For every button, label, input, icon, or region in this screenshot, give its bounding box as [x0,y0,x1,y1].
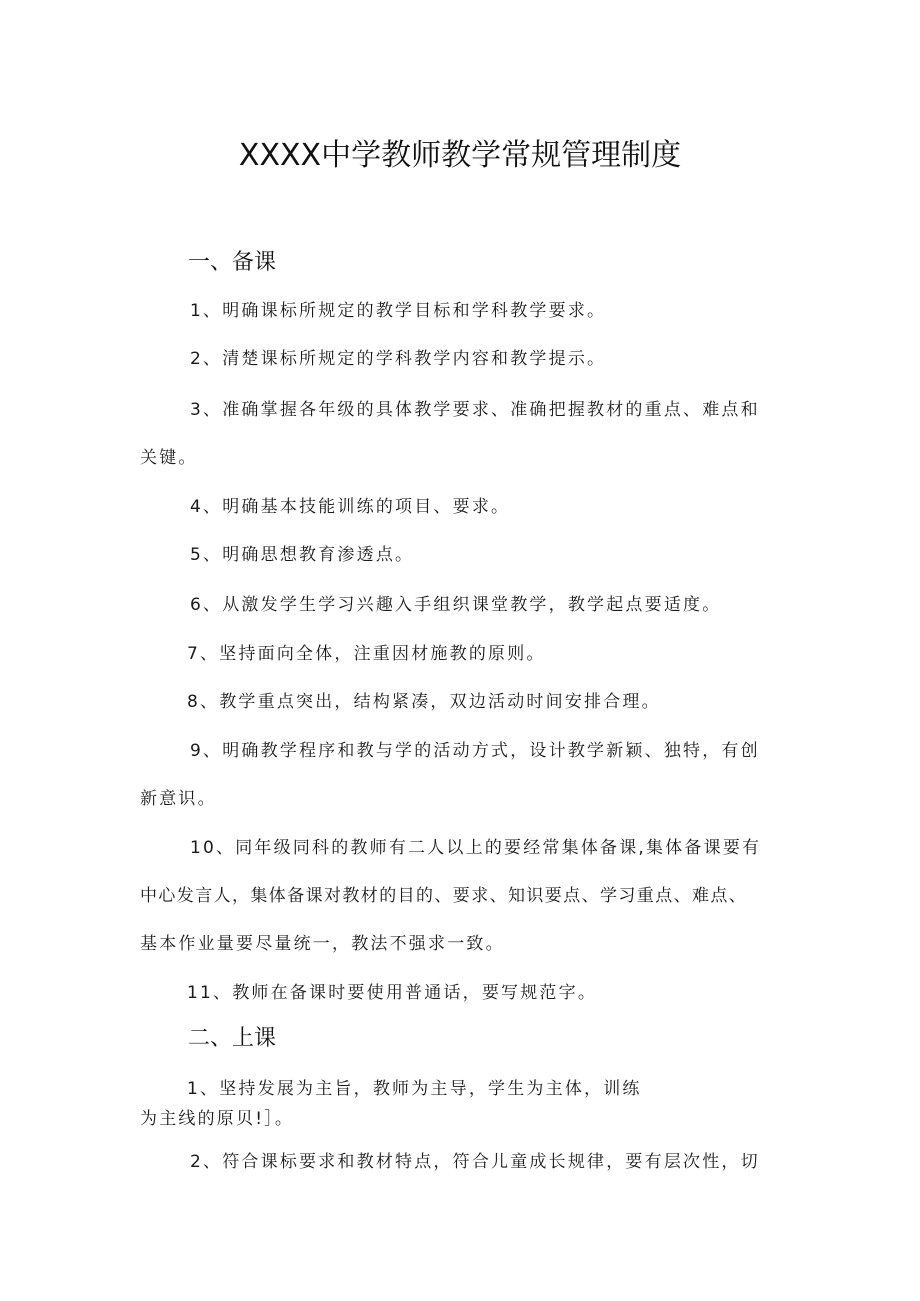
paragraph-line-continued: 关键。 [140,448,198,468]
document-title: XXXX中学教师教学常规管理制度 [238,138,682,173]
section-heading-lesson-prep: 一、备课 [188,250,277,275]
paragraph-line: 2、符合课标要求和教材特点，符合儿童成长规律，要有层次性，切 [190,1152,760,1172]
paragraph-line: 1、明确课标所规定的教学目标和学科教学要求。 [190,301,607,321]
paragraph-line-continued: 新意识。 [140,789,217,809]
paragraph-line-continued: 基本作业量要尽量统一，教法不强求一致。 [140,934,505,954]
paragraph-line: 4、明确基本技能训练的项目、要求。 [190,497,511,517]
paragraph-line: 2、清楚课标所规定的学科教学内容和教学提示。 [190,349,607,369]
paragraph-line: 5、明确思想教育渗透点。 [190,545,415,565]
paragraph-line: 6、从激发学生学习兴趣入手组织课堂教学，教学起点要适度。 [190,595,722,615]
paragraph-line: 10、同年级同科的教师有二人以上的要经常集体备课,集体备课要有 [190,838,762,858]
paragraph-line-continued: 中心发言人，集体备课对教材的目的、要求、知识要点、学习重点、难点、 [140,886,748,906]
section-heading-class-teaching: 二、上课 [188,1026,277,1051]
paragraph-line: 11、教师在备课时要使用普通话，要写规范字。 [187,983,598,1003]
paragraph-line: 3、准确掌握各年级的具体教学要求、准确把握教材的重点、难点和 [190,400,760,420]
paragraph-line: 9、明确教学程序和教与学的活动方式，设计教学新颖、独特，有创 [190,741,760,761]
paragraph-line: 8、教学重点突出，结构紧凑，双边活动时间安排合理。 [187,692,661,712]
paragraph-line: 1、坚持发展为主旨，教师为主导，学生为主体，训练 [187,1079,642,1099]
paragraph-line-continued: 为主线的原贝!］。 [140,1109,295,1129]
paragraph-line: 7、坚持面向全体，注重因材施教的原则。 [187,644,546,664]
